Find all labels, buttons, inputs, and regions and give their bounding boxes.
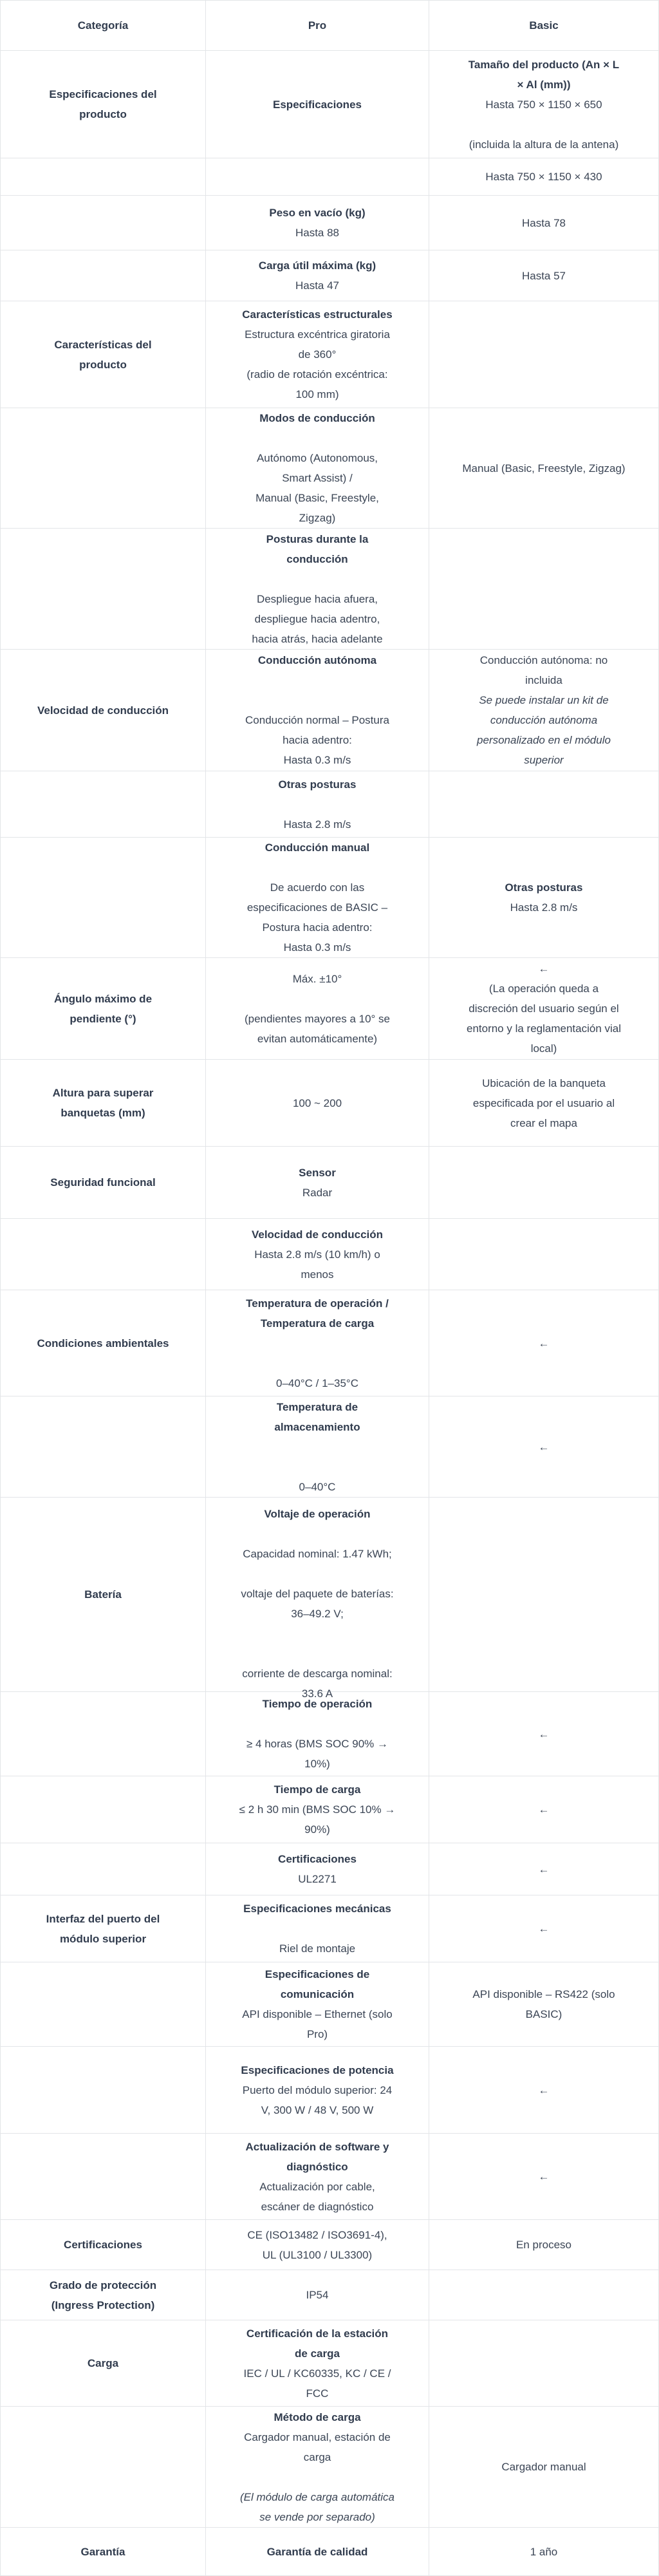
category-cell [1, 529, 206, 650]
pro-cell [206, 1843, 429, 1895]
text-line: Características del [54, 338, 152, 351]
text-line: (El módulo de carga automática [239, 2490, 395, 2503]
text-line: Cargador manual [501, 2461, 586, 2473]
text-line: En proceso [516, 2239, 571, 2251]
text-line: Altura para superar [52, 1087, 154, 1099]
text-line: módulo superior [59, 1932, 147, 1945]
text-line: de 360° [298, 348, 337, 361]
text-line: Temperatura de [276, 1400, 358, 1413]
blank-line [214, 858, 421, 878]
text-line: Puerto del módulo superior: 24 [242, 2083, 393, 2096]
text-line: Zigzag) [299, 512, 336, 524]
text-line: 0–40°C [299, 1480, 336, 1493]
text-line: evitan automáticamente) [257, 1032, 378, 1045]
text-line: Sensor [299, 1166, 336, 1179]
pro-cell [206, 2134, 429, 2220]
category-cell [1, 1692, 206, 1776]
table-row [1, 1060, 659, 1147]
text-line: Seguridad funcional [50, 1176, 156, 1189]
table-row [1, 1962, 659, 2047]
pro-cell [206, 250, 429, 301]
text-line: Interfaz del puerto del [46, 1912, 160, 1925]
text-line: (Ingress Protection) [51, 2299, 155, 2311]
text-line: Hasta 88 [295, 227, 340, 239]
category-cell [1, 1962, 206, 2047]
header-row [1, 1, 659, 51]
blank-line [214, 1437, 421, 1457]
basic-cell [429, 2320, 659, 2407]
text-line: banquetas (mm) [60, 1107, 145, 1119]
table-row [1, 2047, 659, 2134]
blank-line [214, 1524, 421, 1544]
text-line: Máx. ±10° [292, 972, 342, 985]
text-line: especificada por el usuario al [472, 1096, 615, 1109]
table-row [1, 196, 659, 250]
text-line: API disponible – Ethernet (solo [242, 2008, 393, 2020]
basic-cell [429, 1060, 659, 1147]
basic-cell [429, 2047, 659, 2134]
text-line: Hasta 47 [295, 279, 340, 292]
text-line: Hasta 2.8 m/s [283, 818, 351, 831]
pro-cell [206, 2320, 429, 2407]
text-line: ← [538, 1727, 550, 1740]
basic-cell [429, 529, 659, 650]
table-row [1, 838, 659, 958]
header-cell-categoria [1, 1, 206, 51]
text-line: Conducción autónoma: no [479, 654, 608, 666]
category-cell [1, 958, 206, 1060]
blank-line [214, 1457, 421, 1477]
category-cell [1, 838, 206, 958]
basic-cell [429, 2220, 659, 2270]
text-line: Postura hacia adentro: [262, 921, 373, 934]
basic-cell [429, 838, 659, 958]
pro-cell [206, 158, 429, 196]
text-line: diagnóstico [286, 2160, 348, 2173]
text-line: local) [530, 1042, 557, 1055]
text-line: Riel de montaje [279, 1942, 356, 1955]
blank-line [214, 1644, 421, 1664]
text-line: ← [538, 1923, 550, 1935]
text-line: Certificaciones [64, 2239, 142, 2251]
table-row [1, 1776, 659, 1843]
category-cell [1, 1290, 206, 1396]
basic-cell [429, 1498, 659, 1692]
text-line: Conducción normal – Postura [245, 714, 389, 726]
text-line: despliegue hacia adentro, [254, 612, 380, 625]
blank-line [214, 1333, 421, 1353]
text-line: incluida [525, 674, 562, 686]
text-line: Posturas durante la [266, 532, 369, 545]
text-line: Peso en vacío (kg) [269, 207, 366, 219]
text-line: Grado de protección [49, 2279, 157, 2291]
blank-line [214, 428, 421, 448]
table-row [1, 1498, 659, 1700]
table-row [1, 51, 659, 158]
text-line: BASIC) [525, 2008, 562, 2020]
basic-cell [429, 250, 659, 301]
text-line: hacia adentro: [283, 734, 352, 746]
basic-cell [429, 1776, 659, 1843]
text-line: Hasta 78 [521, 216, 566, 229]
text-line: Ángulo máximo de [53, 992, 153, 1005]
header-label-categoria: Categoría [77, 19, 129, 32]
text-line: 90%) [304, 1823, 330, 1836]
text-line: Se puede instalar un kit de [479, 694, 609, 706]
blank-line [214, 989, 421, 1009]
category-cell [1, 2320, 206, 2407]
text-line: Velocidad de conducción [251, 1228, 384, 1241]
text-line: carga [303, 2450, 331, 2463]
text-line: V, 300 W / 48 V, 500 W [261, 2103, 374, 2116]
text-line: almacenamiento [274, 1420, 360, 1433]
text-line: Tiempo de operación [262, 1698, 373, 1710]
category-cell [1, 2134, 206, 2220]
basic-cell [429, 1219, 659, 1290]
text-line: Características estructurales [242, 308, 393, 321]
text-line: IEC / UL / KC60335, KC / CE / [243, 2367, 391, 2380]
text-line: × Al (mm)) [517, 78, 571, 91]
text-line: ← [538, 1803, 550, 1816]
text-line: Especificaciones del [49, 88, 157, 100]
table-row [1, 2407, 659, 2528]
text-line: FCC [306, 2387, 329, 2400]
text-line: Estructura excéntrica giratoria [245, 328, 390, 341]
text-line: Hasta 750 × 1150 × 650 [485, 98, 602, 111]
category-cell [1, 2270, 206, 2320]
category-cell [1, 250, 206, 301]
text-line: Temperatura de carga [260, 1317, 375, 1330]
text-line: ≥ 4 horas (BMS SOC 90% → [246, 1738, 388, 1750]
table-row [1, 250, 659, 301]
pro-cell [206, 2528, 429, 2576]
table-row [1, 2220, 659, 2270]
text-line: Hasta 2.8 m/s [510, 901, 578, 914]
text-line: Certificaciones [278, 1853, 357, 1865]
category-cell [1, 196, 206, 250]
text-line: de carga [295, 2347, 340, 2360]
text-line: entorno y la reglamentación vial [466, 1022, 622, 1035]
text-line: comunicación [280, 1988, 355, 2000]
text-line: ← [538, 2170, 550, 2183]
header-label-pro: Pro [308, 19, 327, 32]
basic-cell [429, 2270, 659, 2320]
text-line: ← [538, 2083, 550, 2096]
text-line: Garantía de calidad [266, 2545, 368, 2558]
table-row [1, 958, 659, 1060]
basic-cell [429, 51, 659, 158]
text-line: De acuerdo con las [270, 881, 365, 894]
text-line: Modos de conducción [259, 412, 375, 424]
pro-cell [206, 301, 429, 408]
pro-cell [206, 1498, 429, 1700]
text-line: producto [79, 108, 127, 120]
pro-cell [206, 958, 429, 1060]
basic-cell [429, 301, 659, 408]
text-line: Conducción autónoma [257, 654, 377, 666]
pro-cell [206, 196, 429, 250]
text-line: Tiempo de carga [274, 1783, 361, 1796]
text-line: 100 ~ 200 [292, 1096, 342, 1109]
category-cell [1, 301, 206, 408]
text-line: Radar [302, 1186, 333, 1199]
text-line: Autónomo (Autonomous, [256, 452, 378, 464]
table-row [1, 301, 659, 408]
table-row [1, 1219, 659, 1290]
text-line: ← [538, 1863, 550, 1876]
text-line: 33.6 A [301, 1688, 333, 1700]
basic-cell [429, 158, 659, 196]
basic-cell [429, 408, 659, 529]
pro-cell [206, 1396, 429, 1498]
pro-cell [206, 2220, 429, 2270]
table-row [1, 1147, 659, 1219]
pro-cell [206, 1895, 429, 1962]
pro-cell [206, 529, 429, 650]
text-line: conducción [286, 552, 348, 565]
category-cell [1, 1060, 206, 1147]
pro-cell [206, 1290, 429, 1396]
basic-cell [429, 1396, 659, 1498]
text-line: Otras posturas [505, 881, 583, 894]
text-line: se vende por separado) [259, 2510, 375, 2523]
text-line: Hasta 57 [521, 269, 566, 282]
table-row [1, 1290, 659, 1396]
text-line: Voltaje de operación [264, 1508, 371, 1520]
blank-line [214, 569, 421, 589]
category-cell [1, 1147, 206, 1219]
header-cell-basic [429, 1, 659, 51]
text-line: conducción autónoma [490, 714, 598, 726]
basic-cell [429, 2407, 659, 2528]
text-line: UL2271 [298, 1873, 337, 1885]
text-line: Certificación de la estación [246, 2327, 389, 2340]
blank-line [437, 115, 651, 135]
pro-cell [206, 1962, 429, 2047]
text-line: UL (UL3100 / UL3300) [262, 2248, 373, 2261]
text-line: ← [538, 1337, 550, 1349]
table-row [1, 408, 659, 529]
text-line: Pro) [306, 2028, 328, 2040]
text-line: Smart Assist) / [282, 472, 353, 484]
text-line: Manual (Basic, Freestyle, [255, 492, 379, 504]
text-line: Especificaciones [273, 98, 362, 111]
text-line: 10%) [304, 1758, 330, 1770]
text-line: (radio de rotación excéntrica: [246, 368, 388, 381]
category-cell [1, 1219, 206, 1290]
table-row [1, 1692, 659, 1776]
table-row [1, 529, 659, 650]
basic-cell [429, 1147, 659, 1219]
table-row [1, 2134, 659, 2220]
pro-cell [206, 1776, 429, 1843]
basic-cell [429, 1843, 659, 1895]
text-line: Especificaciones de potencia [241, 2064, 394, 2076]
pro-cell [206, 1060, 429, 1147]
text-line: Especificaciones mecánicas [243, 1903, 391, 1915]
blank-line [214, 1919, 421, 1939]
text-line: 36–49.2 V; [291, 1608, 344, 1620]
blank-line [214, 1564, 421, 1584]
text-line: Capacidad nominal: 1.47 kWh; [243, 1548, 392, 1560]
text-line: Carga útil máxima (kg) [258, 259, 376, 272]
text-line: Batería [84, 1588, 122, 1601]
text-line: Hasta 2.8 m/s (10 km/h) o [254, 1248, 380, 1261]
blank-line [214, 690, 421, 710]
pro-cell [206, 408, 429, 529]
text-line: Ubicación de la banqueta [482, 1076, 606, 1089]
text-line: especificaciones de BASIC – [246, 901, 388, 914]
text-line: Temperatura de operación / [246, 1297, 389, 1310]
text-line: Tamaño del producto (An × L [468, 58, 620, 71]
text-line: hacia atrás, hacia adelante [252, 632, 383, 645]
pro-cell [206, 1147, 429, 1219]
category-cell [1, 2528, 206, 2576]
text-line: CE (ISO13482 / ISO3691-4), [247, 2228, 387, 2241]
basic-cell [429, 771, 659, 838]
table-row [1, 2320, 659, 2407]
pro-cell [206, 2407, 429, 2528]
text-line: Manual (Basic, Freestyle, Zigzag) [462, 462, 626, 475]
text-line: ≤ 2 h 30 min (BMS SOC 10% → [239, 1803, 396, 1816]
text-line: Hasta 0.3 m/s [283, 941, 351, 954]
blank-line [214, 670, 421, 690]
basic-cell [429, 2528, 659, 2576]
basic-cell [429, 1692, 659, 1776]
text-line: Actualización de software y [245, 2140, 389, 2153]
blank-line [214, 2467, 421, 2487]
blank-line [214, 794, 421, 814]
basic-cell [429, 1895, 659, 1962]
text-line: personalizado en el módulo [477, 734, 611, 746]
table-row [1, 158, 659, 196]
text-line: Otras posturas [278, 778, 357, 791]
category-cell [1, 408, 206, 529]
text-line: Garantía [80, 2545, 125, 2558]
basic-cell [429, 196, 659, 250]
text-line: Despliegue hacia afuera, [256, 592, 378, 605]
table-row [1, 2528, 659, 2576]
text-line: 0–40°C / 1–35°C [276, 1377, 358, 1389]
pro-cell [206, 650, 429, 771]
text-line: Condiciones ambientales [37, 1337, 169, 1349]
basic-cell [429, 650, 659, 771]
category-cell [1, 2047, 206, 2134]
pro-cell [206, 51, 429, 158]
basic-cell [429, 1290, 659, 1396]
text-line: pendiente (°) [70, 1012, 136, 1025]
table-row [1, 650, 659, 771]
basic-cell [429, 2134, 659, 2220]
header-label-basic: Basic [529, 19, 559, 32]
pro-cell [206, 771, 429, 838]
text-line: Actualización por cable, [259, 2180, 375, 2193]
table-row [1, 2270, 659, 2320]
text-line: discreción del usuario según el [469, 1002, 619, 1015]
category-cell [1, 1776, 206, 1843]
category-cell [1, 1498, 206, 1692]
text-line: API disponible – RS422 (solo [472, 1988, 615, 2000]
text-line: Método de carga [274, 2411, 361, 2423]
header-cell-pro [206, 1, 429, 51]
text-line: escáner de diagnóstico [261, 2200, 374, 2213]
category-cell [1, 1396, 206, 1498]
text-line: ← [538, 1440, 550, 1453]
text-line: Hasta 0.3 m/s [283, 754, 351, 766]
pro-cell [206, 1219, 429, 1290]
table-row [1, 1396, 659, 1498]
basic-cell [429, 1962, 659, 2047]
text-line: corriente de descarga nominal: [242, 1668, 393, 1680]
category-cell [1, 771, 206, 838]
text-line: (La operación queda a [488, 982, 599, 995]
category-cell [1, 1843, 206, 1895]
text-line: Conducción manual [265, 841, 370, 854]
pro-cell [206, 1692, 429, 1776]
text-line: Velocidad de conducción [37, 704, 169, 717]
blank-line [214, 1624, 421, 1644]
text-line: Especificaciones de [265, 1968, 370, 1980]
text-line: producto [79, 358, 127, 371]
category-cell [1, 158, 206, 196]
table-row [1, 1843, 659, 1895]
category-cell [1, 2407, 206, 2528]
basic-cell [429, 958, 659, 1060]
category-cell [1, 2220, 206, 2270]
text-line: (pendientes mayores a 10° se [244, 1012, 391, 1025]
text-line: ← [538, 963, 550, 975]
table-row [1, 771, 659, 838]
text-line: superior [524, 754, 564, 766]
category-cell [1, 1895, 206, 1962]
text-line: crear el mapa [510, 1116, 577, 1129]
category-cell [1, 650, 206, 771]
pro-cell [206, 838, 429, 958]
text-line: 100 mm) [295, 388, 339, 400]
category-cell [1, 51, 206, 158]
text-line: Hasta 750 × 1150 × 430 [485, 171, 602, 183]
table-row [1, 1895, 659, 1962]
blank-line [214, 1353, 421, 1373]
text-line: voltaje del paquete de baterías: [241, 1588, 394, 1600]
text-line: menos [301, 1268, 334, 1281]
text-line: IP54 [306, 2289, 329, 2301]
text-line: Cargador manual, estación de [244, 2430, 391, 2443]
text-line: (incluida la altura de la antena) [469, 138, 619, 151]
text-line: Carga [87, 2357, 119, 2369]
blank-line [214, 1714, 421, 1734]
pro-cell [206, 2270, 429, 2320]
text-line: 1 año [530, 2545, 558, 2558]
pro-cell [206, 2047, 429, 2134]
